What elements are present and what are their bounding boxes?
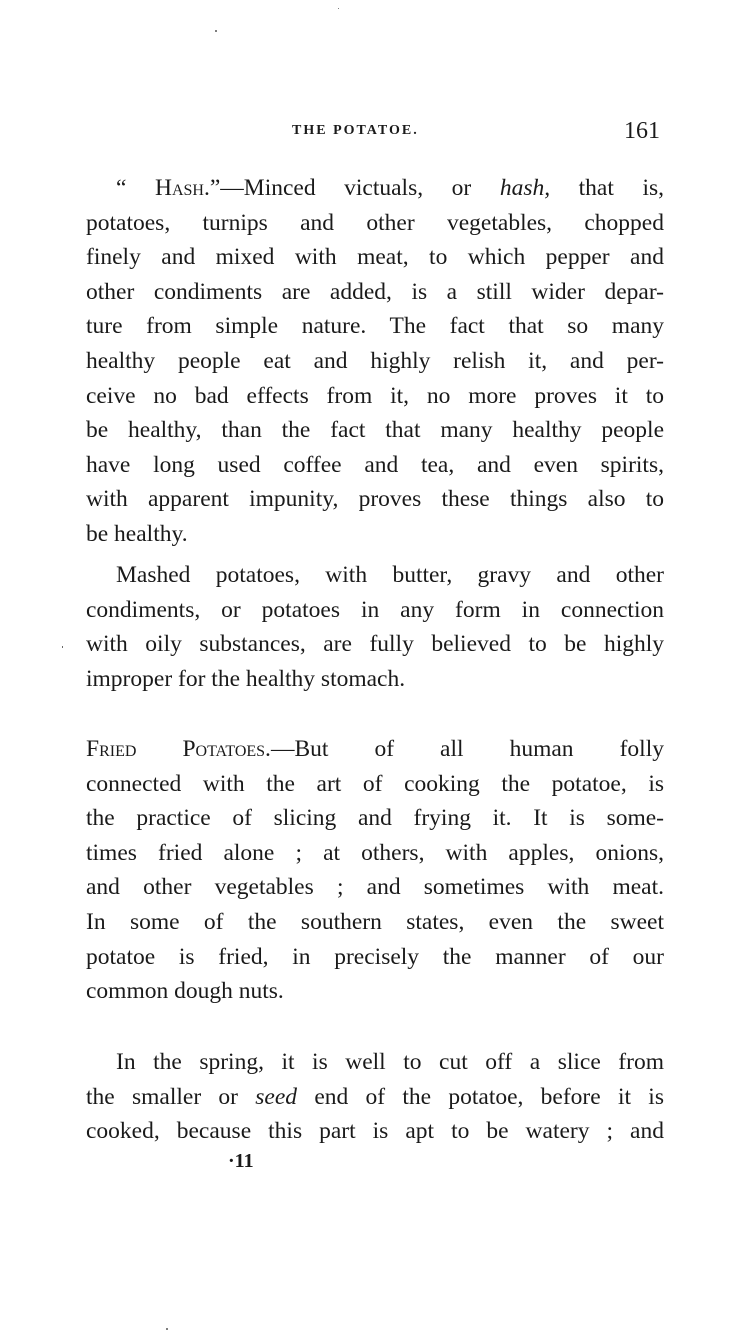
text-line: the smaller or seed end of the potatoe, before it is xyxy=(86,1083,664,1110)
paragraph-hash xyxy=(86,171,664,552)
ink-speck xyxy=(166,1328,168,1330)
text-line: the practice of slicing and frying it. It is some- xyxy=(86,805,664,832)
paragraph-fried-potatoes xyxy=(86,732,664,1009)
text-line: common dough nuts. xyxy=(86,978,284,1005)
text-line: ture from simple nature. The fact that so many xyxy=(86,313,664,340)
text-line: Mashed potatoes, with butter, gravy and other xyxy=(116,562,664,588)
text-line: have long used coffee and tea, and even spirits, xyxy=(86,451,664,478)
running-head xyxy=(0,118,750,148)
text-line: In the spring, it is well to cut off a slice from xyxy=(116,1049,664,1075)
text-line: and other vegetables ; and sometimes with meat. xyxy=(86,874,664,901)
ink-speck xyxy=(215,30,217,32)
italic-term: seed xyxy=(255,1083,298,1110)
section-heading: Hash.” xyxy=(155,175,221,201)
text-line: “ Hash.”—Minced victuals, or hash, that is, xyxy=(116,175,664,201)
text-line: improper for the healthy stomach. xyxy=(86,665,406,692)
ink-speck xyxy=(338,8,339,9)
text-line: potatoes, turnips and other vegetables, chopped xyxy=(86,209,664,236)
text-line: other condiments are added, is a still wider depar- xyxy=(86,278,664,305)
paragraph-mashed xyxy=(86,558,664,696)
text-line: finely and mixed with meat, to which pepper and xyxy=(86,244,664,271)
text-line: condiments, or potatoes in any form in connection xyxy=(86,596,664,623)
text-line: be healthy, than the fact that many healthy people xyxy=(86,417,664,444)
text-line: In some of the southern states, even the sweet xyxy=(86,908,664,935)
text-line: times fried alone ; at others, with apples, onions, xyxy=(86,839,664,866)
page-number: 161 xyxy=(624,118,660,144)
section-heading: Fried Potatoes. xyxy=(86,736,271,762)
text-line: Fried Potatoes.—But of all human folly xyxy=(86,736,664,762)
italic-term: hash, xyxy=(499,175,551,201)
text-line: be healthy. xyxy=(86,520,188,547)
ink-speck xyxy=(62,646,63,648)
paragraph-spring xyxy=(86,1045,664,1149)
text-line: ceive no bad effects from it, no more proves it to xyxy=(86,382,664,409)
text-line: cooked, because this part is apt to be watery ; and xyxy=(86,1118,664,1145)
signature-mark: ·11 xyxy=(228,1150,254,1172)
running-title: THE POTATOE. xyxy=(292,123,419,138)
text-line: connected with the art of cooking the potatoe, is xyxy=(86,770,664,797)
text-line: with oily substances, are fully believed to be highly xyxy=(86,631,664,658)
text-line: healthy people eat and highly relish it, and per- xyxy=(86,347,664,374)
text-line: with apparent impunity, proves these things also to xyxy=(86,486,664,513)
text-line: potatoe is fried, in precisely the manner of our xyxy=(86,943,664,970)
